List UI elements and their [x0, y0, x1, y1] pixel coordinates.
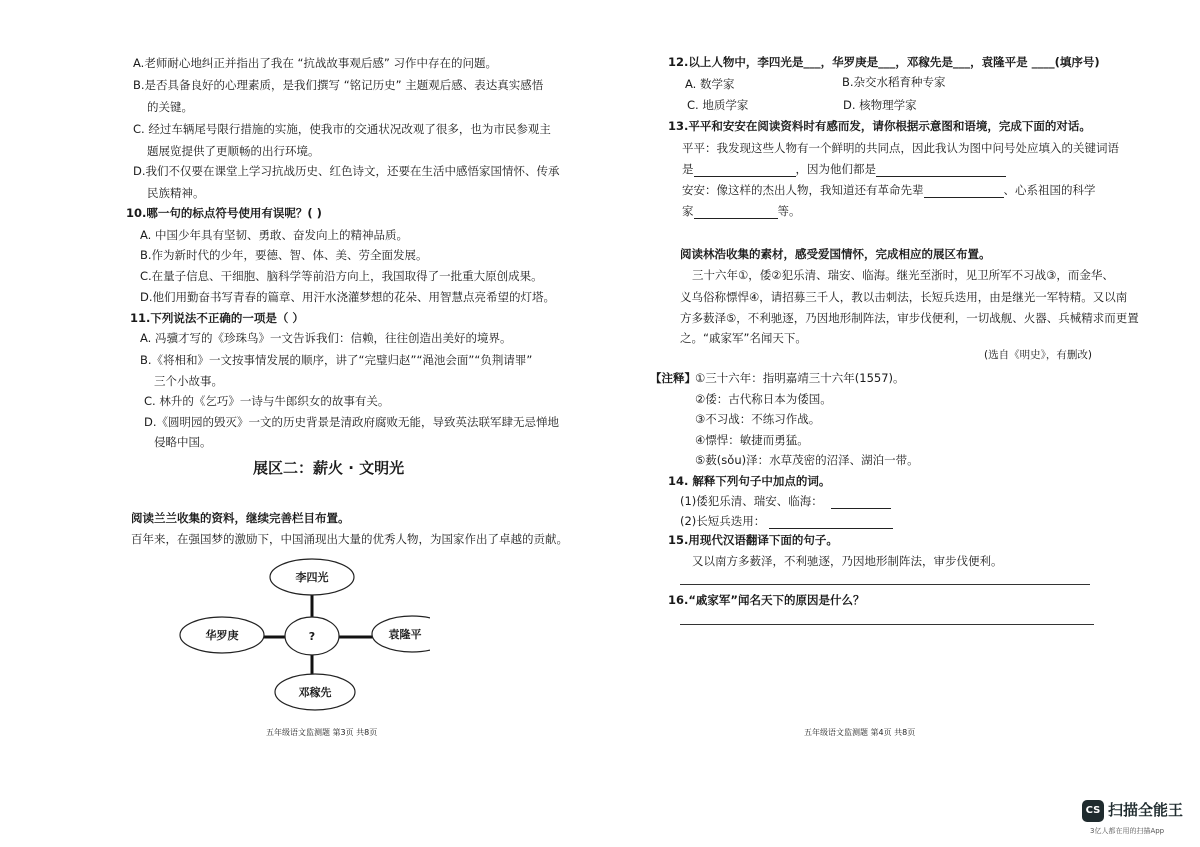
notes-label: 【注释】 — [650, 371, 696, 385]
q13-blank-reason[interactable] — [876, 164, 1006, 177]
note-4: ④慓悍：敏捷而勇猛。 — [695, 433, 809, 447]
q12-option-b: B.杂交水稻育种专家 — [842, 75, 946, 89]
passage-line-4: 之。“戚家军”名闻天下。 — [680, 331, 807, 345]
left-footer: 五年级语文监测题 第3页 共8页 — [266, 728, 378, 737]
q10-stem: 10.哪一句的标点符号使用有误呢？( ) — [126, 206, 322, 220]
node-center-label: ? — [308, 630, 316, 643]
q14-item-2: (2)长短兵迭用： — [680, 513, 893, 529]
q13-blank-revolutionary[interactable] — [924, 185, 1004, 198]
q13-line2: 是 ，因为他们都是 — [682, 161, 1006, 177]
q14-stem: 14. 解释下列句子中加点的词。 — [668, 474, 831, 488]
reading-intro-left: 阅读兰兰收集的资料，继续完善栏目布置。 — [131, 511, 350, 525]
q14-blank-2[interactable] — [769, 516, 893, 529]
q15-answer-line[interactable] — [680, 584, 1090, 585]
reading-intro-right: 阅读林浩收集的素材，感受爱国情怀，完成相应的展区布置。 — [680, 247, 991, 261]
q10-option-d: D.他们用勤奋书写青春的篇章、用汗水浇灌梦想的花朵、用智慧点亮希望的灯塔。 — [140, 290, 556, 304]
q13-stem: 13.平平和安安在阅读资料时有感而发，请你根据示意图和语境，完成下面的对话。 — [668, 119, 1091, 133]
q14-blank-1[interactable] — [831, 496, 891, 509]
q12-option-d: D. 核物理学家 — [843, 98, 917, 112]
note-2: ②倭：古代称日本为倭国。 — [695, 392, 832, 406]
node-top-label: 李四光 — [295, 571, 329, 584]
q11-option-a: A. 冯骥才写的《珍珠鸟》一文告诉我们：信赖，往往创造出美好的境界。 — [140, 331, 512, 345]
camscanner-logo: CS — [1082, 800, 1104, 822]
q13-line3: 安安：像这样的杰出人物，我知道还有革命先辈 、心系祖国的科学 — [682, 183, 1096, 197]
q16-answer-line[interactable] — [680, 624, 1094, 625]
q9-option-c-cont: 题展览提供了更顺畅的出行环境。 — [147, 144, 320, 158]
node-left-label: 华罗庚 — [205, 629, 239, 642]
q11-option-b: B.《将相和》一文按事情发展的顺序，讲了“完璧归赵”“渑池会面”“负荆请罪” — [140, 353, 533, 367]
right-page — [600, 0, 1200, 847]
q11-stem: 11.下列说法不正确的一项是（ ） — [130, 311, 304, 325]
q11-option-b-cont: 三个小故事。 — [154, 374, 223, 388]
q15-sentence: 又以南方多薮泽，不利驰逐，乃因地形制阵法，审步伐便利。 — [692, 554, 1003, 568]
q13-blank-scientist[interactable] — [694, 206, 778, 219]
q9-option-b-cont: 的关键。 — [147, 100, 193, 114]
passage-line-1: 三十六年①，倭②犯乐清、瑞安、临海。继光至浙时，见卫所军不习战③，而金华、 — [692, 268, 1114, 282]
q13-line1: 平平：我发现这些人物有一个鲜明的共同点，因此我认为图中问号处应填入的关键词语 — [682, 141, 1119, 155]
q9-option-c: C. 经过车辆尾号限行措施的实施，使我市的交通状况改观了很多，也为市民参观主 — [133, 122, 551, 136]
q12-option-c: C. 地质学家 — [687, 98, 749, 112]
q13-blank-keyword[interactable] — [694, 164, 796, 177]
passage-source: (选自《明史》，有删改) — [984, 349, 1092, 361]
q14-item-1: (1)倭犯乐清、瑞安、临海： — [680, 493, 891, 509]
passage-line-2: 义乌俗称慓悍④，请招募三千人，教以击刺法，长短兵迭用，由是继光一军特精。又以南 — [680, 290, 1128, 304]
camscanner-tagline: 3亿人都在用的扫描App — [1090, 827, 1165, 835]
right-footer: 五年级语文监测题 第4页 共8页 — [804, 728, 916, 737]
q9-option-a: A.老师耐心地纠正并指出了我在 “抗战故事观后感” 习作中存在的问题。 — [133, 56, 498, 70]
reading-sentence: 百年来，在强国梦的激励下，中国涌现出大量的优秀人物，为国家作出了卓越的贡献。 — [131, 532, 568, 546]
note-1: ①三十六年：指明嘉靖三十六年(1557)。 — [695, 371, 905, 385]
q12-stem: 12.以上人物中，李四光是___，华罗庚是___，邓稼先是___，袁隆平是 ____(填序号) — [668, 55, 1100, 69]
q15-stem: 15.用现代汉语翻译下面的句子。 — [668, 533, 838, 547]
q11-option-c: C. 林升的《乞巧》一诗与牛郎织女的故事有关。 — [144, 394, 390, 408]
note-5: ⑤薮(sǒu)泽：水草茂密的沼泽、湖泊一带。 — [695, 453, 919, 467]
q13-line4: 家 等。 — [682, 204, 801, 218]
node-right-label: 袁隆平 — [388, 628, 422, 641]
camscanner-name: 扫描全能王 — [1108, 801, 1184, 819]
q9-option-b: B.是否具备良好的心理素质，是我们撰写 “铭记历史” 主题观后感、表达真实感悟 — [133, 78, 544, 92]
q16-stem: 16.“戚家军”闻名天下的原因是什么？ — [668, 593, 865, 607]
passage-line-3: 方多薮泽⑤，不利驰逐，乃因地形制阵法，审步伐便利，一切战舰、火器、兵械精求而更置 — [680, 311, 1139, 325]
q10-option-b: B.作为新时代的少年，要德、智、体、美、劳全面发展。 — [140, 248, 428, 262]
q10-option-a: A. 中国少年具有坚韧、勇敢、奋发向上的精神品质。 — [140, 228, 408, 242]
q11-option-d: D.《圆明园的毁灭》一文的历史背景是清政府腐败无能，导致英法联军肆无忌惮地 — [144, 415, 560, 429]
node-bottom-label: 邓稼先 — [298, 686, 332, 699]
note-3: ③不习战：不练习作战。 — [695, 412, 821, 426]
section-title: 展区二：薪火 · 文明光 — [253, 459, 405, 477]
q9-option-d: D.我们不仅要在课堂上学习抗战历史、红色诗文，还要在生活中感悟家国情怀、传承 — [133, 164, 560, 178]
q10-option-c: C.在量子信息、干细胞、脑科学等前沿方向上，我国取得了一批重大原创成果。 — [140, 269, 543, 283]
q12-option-a: A. 数学家 — [685, 77, 735, 91]
people-mind-map — [170, 555, 430, 720]
q9-option-d-cont: 民族精神。 — [147, 186, 205, 200]
q11-option-d-cont: 侵略中国。 — [154, 435, 212, 449]
